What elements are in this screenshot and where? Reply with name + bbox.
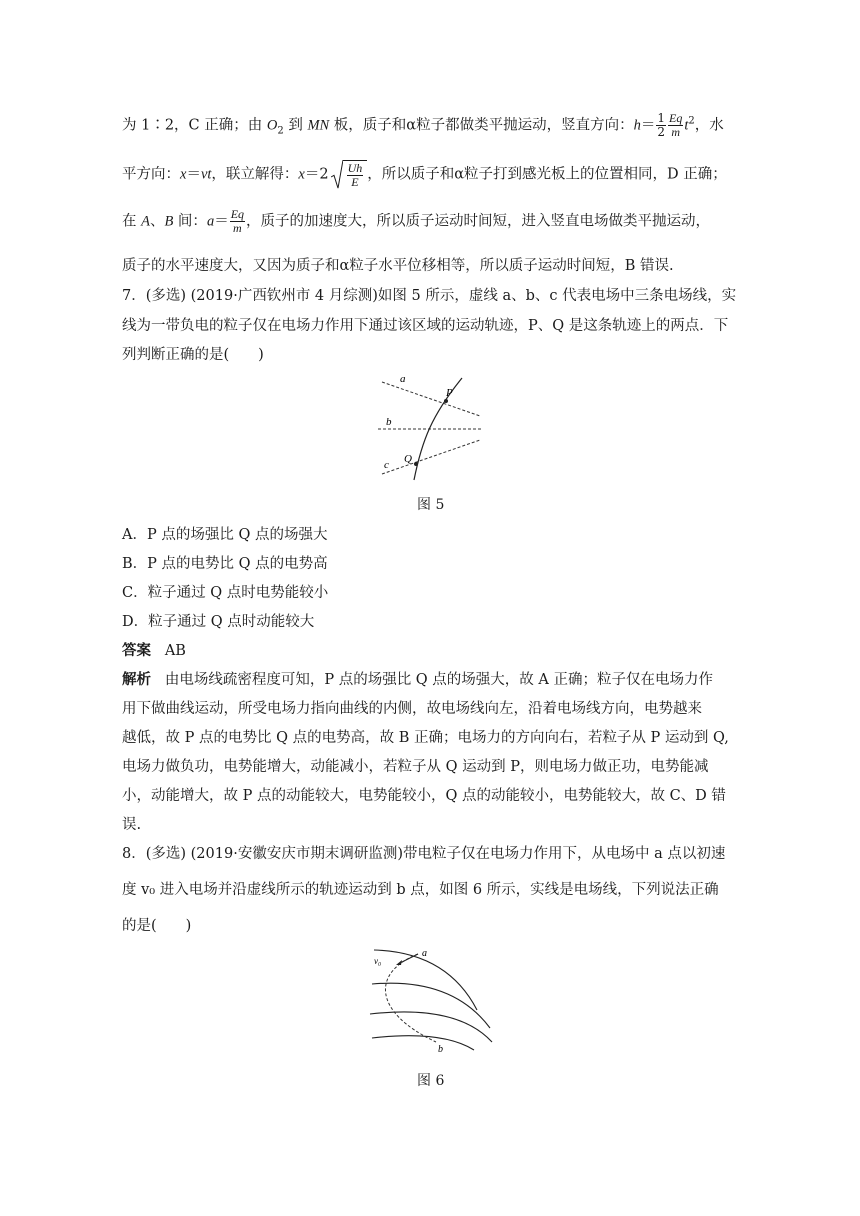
label-c: c <box>384 459 389 471</box>
fraction-eq-m: $\frac{Eq}{m}$ <box>669 111 683 139</box>
prev-solution-line-1: 为 1∶2，C 正确；由 $O_2$ 到 MN 板，质子和α粒子都做类平抛运动，竖直方向：h＝ $\frac{1}{2}$ $\frac{Eq}{m}$ $t^2$，水 <box>122 111 724 139</box>
label-v0: v₀ <box>374 956 382 966</box>
figure-5-caption: 图 5 <box>417 497 445 513</box>
point-q <box>414 462 418 466</box>
q7-option-a: A．P 点的场强比 Q 点的场强大 <box>122 527 328 543</box>
q7-option-c: C．粒子通过 Q 点时电势能较小 <box>122 585 329 601</box>
q7-stem-line-2: 线为一带负电的粒子仅在电场力作用下通过该区域的运动轨迹，P、Q 是这条轨迹上的两点．下 <box>122 318 729 334</box>
label-b: b <box>438 1044 443 1055</box>
figure-6-caption: 图 6 <box>417 1073 445 1089</box>
label-a: a <box>422 948 427 959</box>
answer-label: 答案 <box>122 642 151 659</box>
point-p <box>444 399 448 403</box>
label-p: P <box>446 387 453 399</box>
q7-analysis-line-5: 小，动能增大，故 P 点的动能较大，电势能较小，Q 点的动能较小，电势能较大，故 C、D 错 <box>122 788 726 804</box>
q7-analysis-line-6: 误. <box>122 817 142 833</box>
q8-stem-line-1: 8．(多选) (2019·安徽安庆市期末调研监测)带电粒子仅在电场力作用下，从电场中 a 点以初速 <box>122 846 726 862</box>
prev-solution-line-4: 质子的水平速度大，又因为质子和α粒子水平位移相等，所以质子运动时间短，B 错误. <box>122 258 674 274</box>
fraction-half: $\frac{1}{2}$ <box>657 111 665 139</box>
field-line-3 <box>370 1012 492 1042</box>
analysis-label: 解析 <box>122 671 151 688</box>
q7-answer <box>122 639 186 660</box>
q7-analysis-line-4: 电场力做负功，电势能增大，动能减小，若粒子从 Q 运动到 P，则电场力做正功，电势能减 <box>122 759 709 775</box>
q7-analysis-line-1: 解析 由电场线疏密程度可知，P 点的场强比 Q 点的场强大，故 A 正确；粒子仅在电场力作 <box>122 671 713 688</box>
q7-stem-line-1: 7．(多选) (2019·广西钦州市 4 月综测)如图 5 所示，虚线 a、b、c 代表电场中三条电场线，实 <box>122 288 737 304</box>
answer-value: AB <box>164 643 186 659</box>
particle-path-dashed <box>385 954 436 1042</box>
figure-5-electric-field-diagram <box>370 370 490 485</box>
figure-6-field-lines-diagram <box>362 942 497 1057</box>
prev-solution-line-3: 在 A、B 间：a＝ $\frac{Eq}{m}$ ，质子的加速度大，所以质子运动时间短，进入竖直电场做类平抛运动， <box>122 207 711 235</box>
v0-arrowhead <box>396 960 402 965</box>
label-q: Q <box>404 453 412 465</box>
prev-solution-line-2: 平方向：x＝vt，联立解得：x＝2 $\frac{Uh}{E}$ ，所以质子和α粒子打到感光板上的位置相同，D 正确； <box>122 161 727 189</box>
field-line-4 <box>372 1036 474 1050</box>
q7-option-b: B．P 点的电势比 Q 点的电势高 <box>122 556 328 572</box>
q7-analysis-line-3: 越低，故 P 点的电势比 Q 点的电势高，故 B 正确；电场力的方向向右，若粒子从 P 运动到 Q, <box>122 730 729 746</box>
q8-stem-line-3: 的是( ) <box>122 918 192 934</box>
label-a: a <box>400 373 406 385</box>
q7-stem-line-3: 列判断正确的是( ) <box>122 347 264 363</box>
q8-stem-line-2: 度 v₀ 进入电场并沿虚线所示的轨迹运动到 b 点，如图 6 所示，实线是电场线，下列说法正确 <box>122 882 719 898</box>
label-b: b <box>386 416 392 428</box>
field-line-a <box>382 382 480 416</box>
q7-analysis-line-2: 用下做曲线运动，所受电场力指向曲线的内侧，故电场线向左，沿着电场线方向，电势越来 <box>122 701 702 717</box>
field-line-c <box>382 440 480 474</box>
sqrt-uh-e: $\frac{Uh}{E}$ <box>331 160 368 189</box>
q7-option-d: D．粒子通过 Q 点时动能较大 <box>122 614 315 630</box>
